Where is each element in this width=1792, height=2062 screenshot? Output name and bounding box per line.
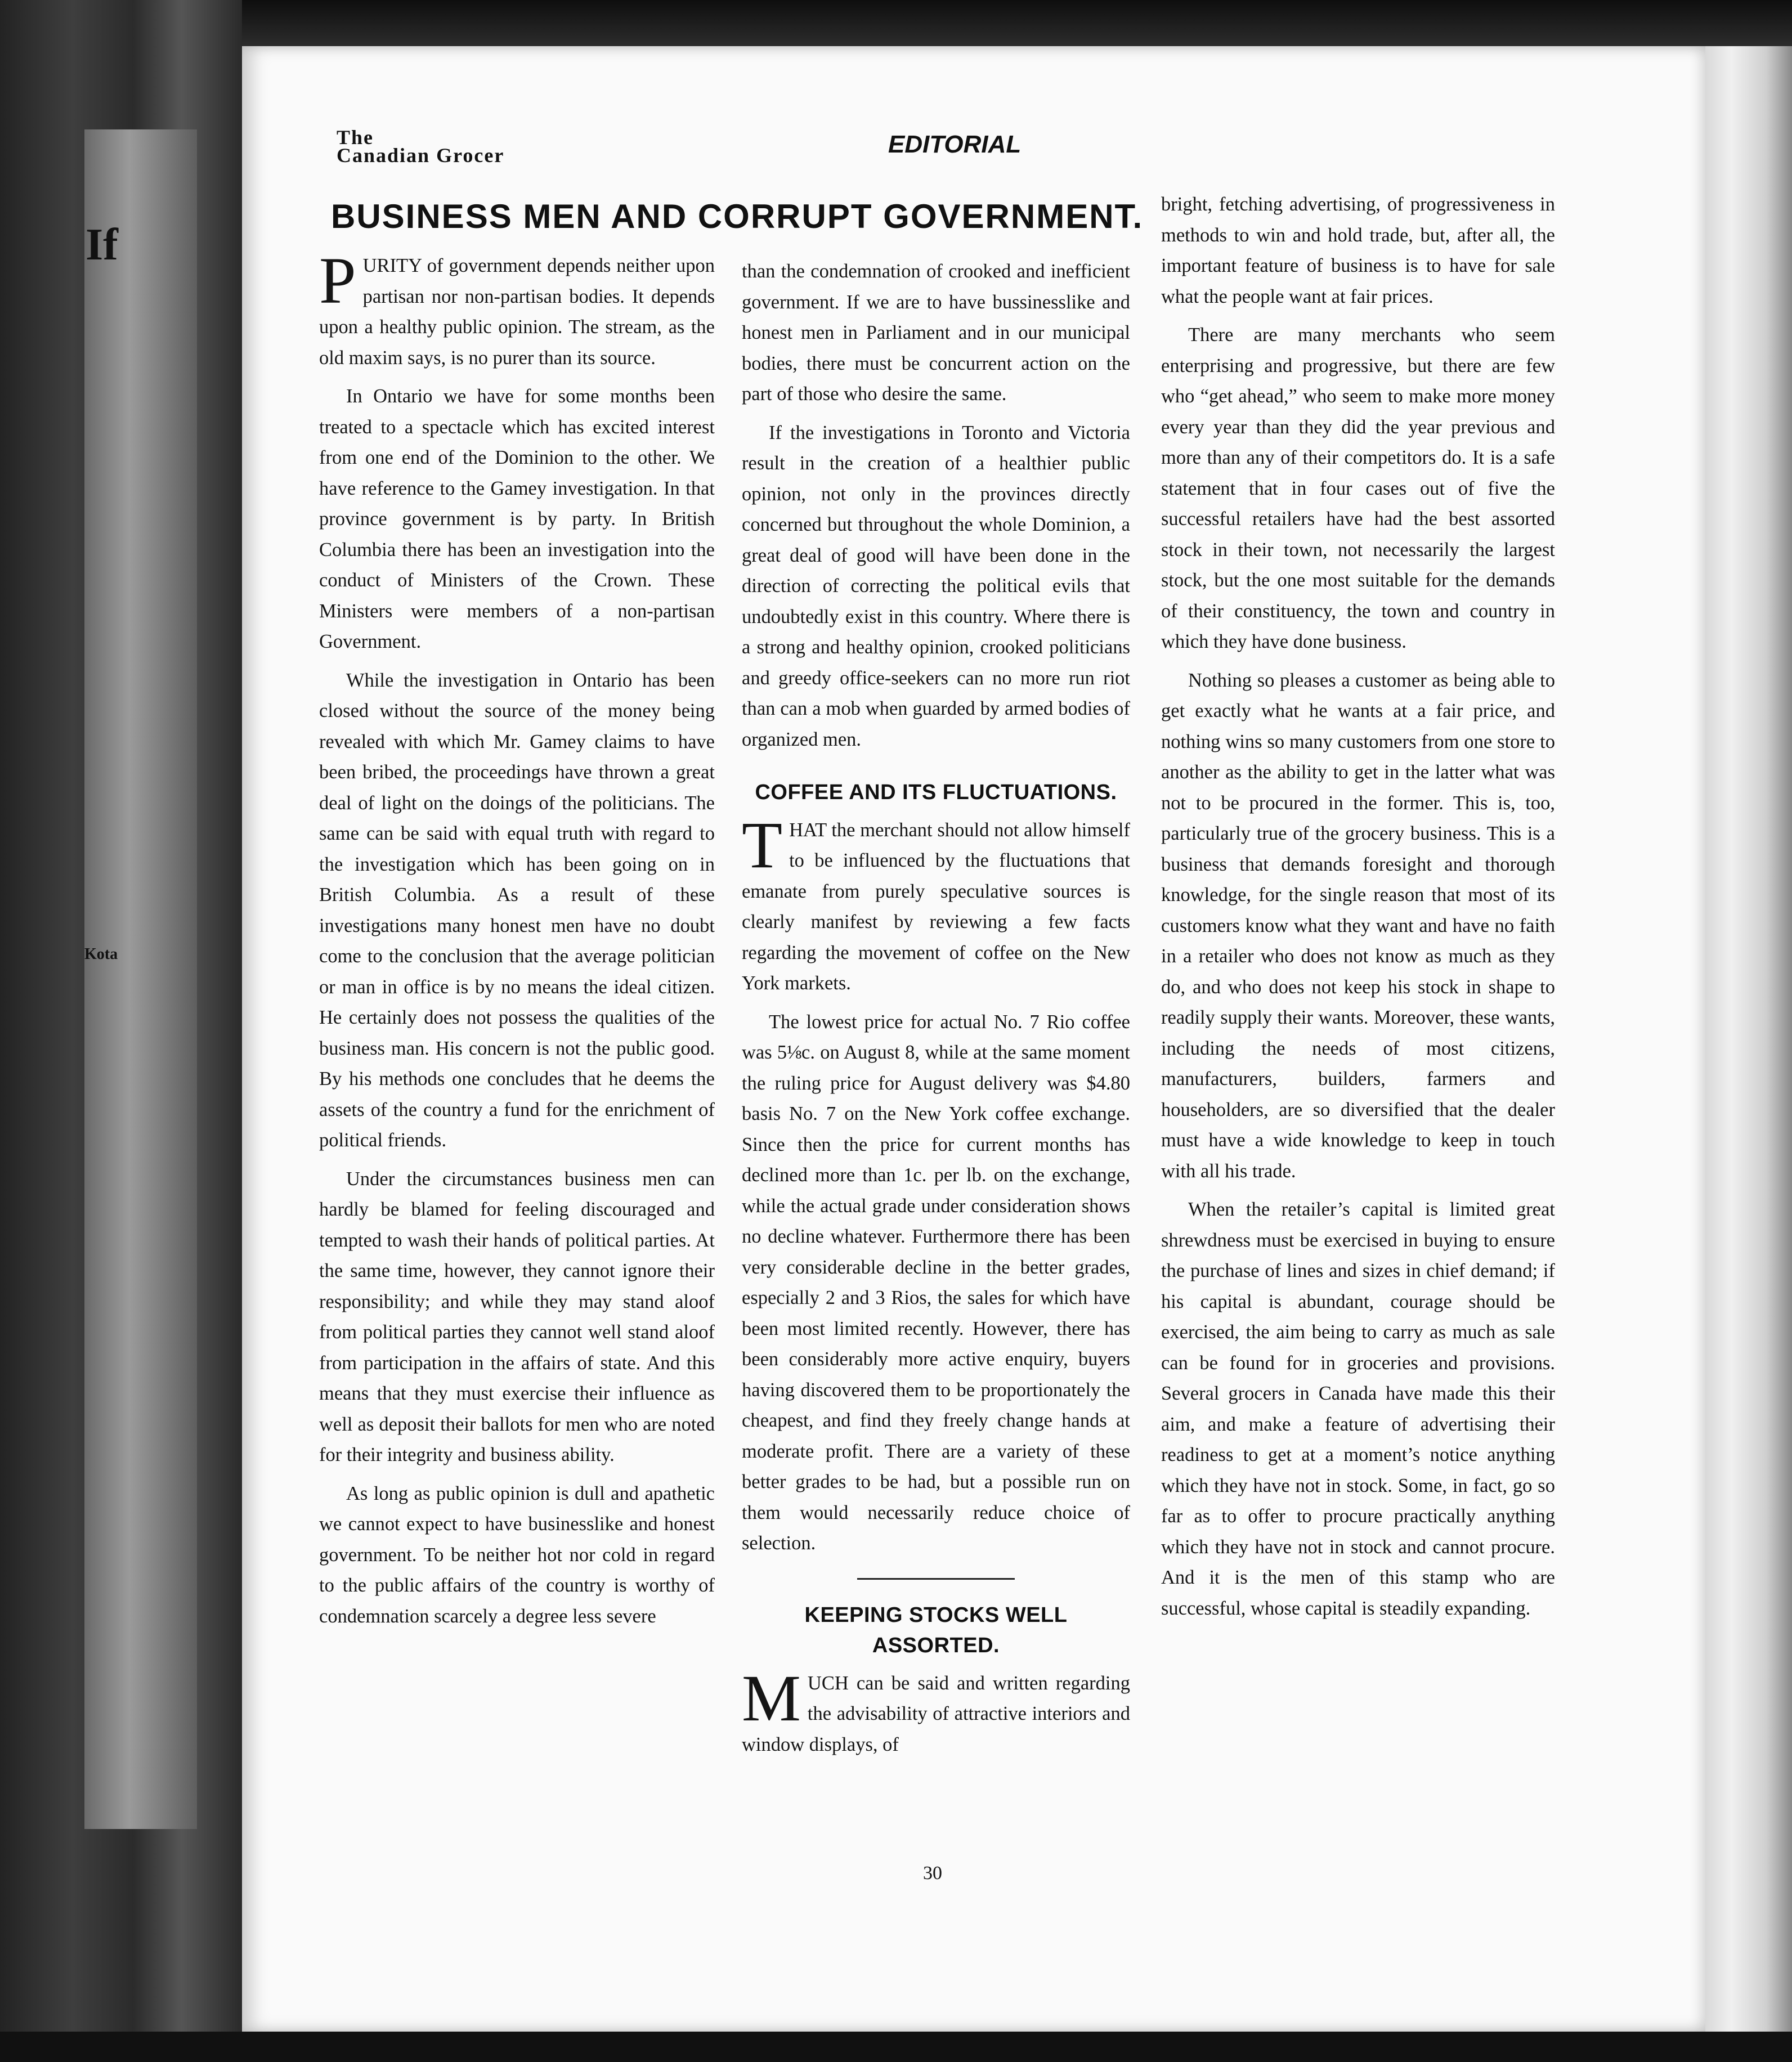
drop-cap: M [742, 1661, 801, 1735]
next-page-edge [1705, 46, 1792, 2032]
scan-bottom-edge [0, 2032, 1792, 2062]
paragraph: In Ontario we have for some months been treated to a spectacle which has excited interest from one end of the Dominion to the other. We have reference to the Gamey investigation. In that province government is by party. In British Columbia there has been an investigation into the conduct of Ministers of the Crown. These Ministers were members of a non-partisan Government. [319, 385, 715, 652]
paragraph: than the condemnation of crooked and inefficient government. If we are to have bussinesslike and honest men in Parliament and in our municipal bodies, there must be concurrent action on the part of those who desire the same. [742, 261, 1130, 405]
masthead-line-1: The [337, 126, 374, 149]
masthead [337, 126, 505, 167]
article-title: BUSINESS MEN AND CORRUPT GOVERNMENT. [331, 198, 1144, 235]
drop-cap: T [742, 808, 783, 882]
paragraph: As long as public opinion is dull and apathetic we cannot expect to have businesslike and honest government. To be neither hot nor cold in regard to the public affairs of the country is worthy of condemnation scarcely a degree less severe [319, 1482, 715, 1627]
previous-page-edge [84, 129, 197, 1829]
paragraph: Nothing so pleases a customer as being able to get exactly what he wants at a fair price, and nothing wins so many customers from one store to another as the ability to get in the latter what was not to be procured in the former. This is, too, particularly true of the grocery business. This is a business that demands foresight and thorough knowledge, for the single reason that most of its customers know what they want and have no faith in a retailer who does not know as much as they do, and who does not keep his stock in shape to readily supply their wants. Moreover, these wants, including the needs of most citizens, manufacturers, builders, farmers and householders, are so diversified that the dealer must have a wide knowledge to keep in touch with all his trade. [1161, 669, 1555, 1182]
subheading-stocks: KEEPING STOCKS WELL ASSORTED. [804, 1603, 1068, 1657]
ghost-text-2: Kota [84, 945, 118, 963]
section-divider [857, 1578, 1015, 1580]
paragraph: bright, fetching advertising, of progressiveness in methods to win and hold trade, but, after all, the important feature of business is to have for sale what the people want at fair prices. [1161, 194, 1555, 307]
masthead-line-2: Canadian Grocer [337, 144, 505, 167]
drop-cap: P [319, 244, 356, 317]
paragraph: PURITY of government depends neither upon partisan nor non-partisan bodies. It depends upon a healthy public opinion. The stream, as the old maxim says, is no purer than its source. [319, 244, 715, 369]
section-heading: EDITORIAL [888, 131, 1022, 158]
paragraph: There are many merchants who seem enterprising and progressive, but there are few who “get ahead,” who seem to make more money every year than they did the year previous and more than any of their competitors do. It is a safe statement that in four cases out of five the successful retailers have had the best assorted stock in their town, not necessarily the largest stock, but the one most suitable for the demands of their constituency, the town and country in which they have done business. [1161, 324, 1555, 652]
page-number: 30 [923, 1863, 942, 1884]
subheading-coffee: COFFEE AND ITS FLUCTUATIONS. [755, 781, 1117, 804]
paragraph: Under the circumstances business men can hardly be blamed for feeling discouraged and tempted to wash their hands of political parties. At the same time, however, they cannot ignore their responsibility; and while they may stand aloof from political parties they cannot well stand aloof from participation in the affairs of state. And this means that they must exercise their influence as well as deposit their ballots for men who are noted for their integrity and business ability. [319, 1168, 715, 1465]
column-3 [1161, 189, 1555, 1631]
column-1 [319, 244, 715, 1639]
paragraph: MUCH can be said and written regarding the advisability of attractive interiors and window displays, of [742, 1661, 1130, 1755]
paragraph: If the investigations in Toronto and Victoria result in the creation of a healthier public opinion, not only in the provinces directly concerned but throughout the whole Dominion, a great deal of good will have been done in the direction of correcting the political evils that undoubtedly exist in this country. Where there is a strong and healthy opinion, crooked politicians and greedy office-seekers can no more run riot than can a mob when guarded by armed bodies of organized men. [742, 422, 1130, 750]
paragraph: THAT the merchant should not allow himself to be influenced by the fluctuations that emanate from purely speculative sources is clearly manifest by reviewing a few facts regarding the movement of coffee on the New York markets. [742, 808, 1130, 994]
paragraph: When the retailer’s capital is limited great shrewdness must be exercised in buying to ensure the purchase of lines and sizes in chief demand; if his capital is abundant, courage should be exercised, the aim being to carry as much as sale can be found for in groceries and provisions. Several grocers in Canada have made this their aim, and make a feature of advertising their readiness to get at a moment’s notice anything which they have not in stock. Some, in fact, go so far as to offer to procure practically anything which they have not in stock and cannot procure. And it is the men of this stamp who are successful, whose capital is steadily expanding. [1161, 1199, 1555, 1619]
scan-top-edge [0, 0, 1792, 46]
paragraph: While the investigation in Ontario has been closed without the source of the money being revealed with which Mr. Gamey claims to have been bribed, the proceedings have thrown a great deal of light on the doings of the politicians. The same can be said with equal truth with regard to the investigation which has been going on in British Columbia. As a result of these investigations many honest men have no doubt come to the conclusion that the average politician or man in office is by no means the ideal citizen. He certainly does not possess the qualities of the business man. His concern is not the public good. By his methods one concludes that he deems the assets of the country a fund for the enrichment of political friends. [319, 669, 715, 1151]
ghost-text-1: If [86, 220, 118, 270]
paragraph: The lowest price for actual No. 7 Rio coffee was 5⅛c. on August 8, while at the same moment the ruling price for August delivery was $4.80 basis No. 7 on the New York coffee exchange. Since then the price for current months has declined more than 1c. per lb. on the exchange, while the actual grade under consideration shows no decline whatever. Furthermore there has been very considerable decline in the better grades, especially 2 and 3 Rios, the sales for which have been most limited recently. However, there has been considerably more active enquiry, buyers having discovered them to be proportionately the cheapest, and find they freely change hands at moderate profit. There are a variety of these better grades to be had, but a possible run on them would necessarily reduce choice of selection. [742, 1011, 1130, 1554]
column-2 [742, 256, 1130, 1768]
